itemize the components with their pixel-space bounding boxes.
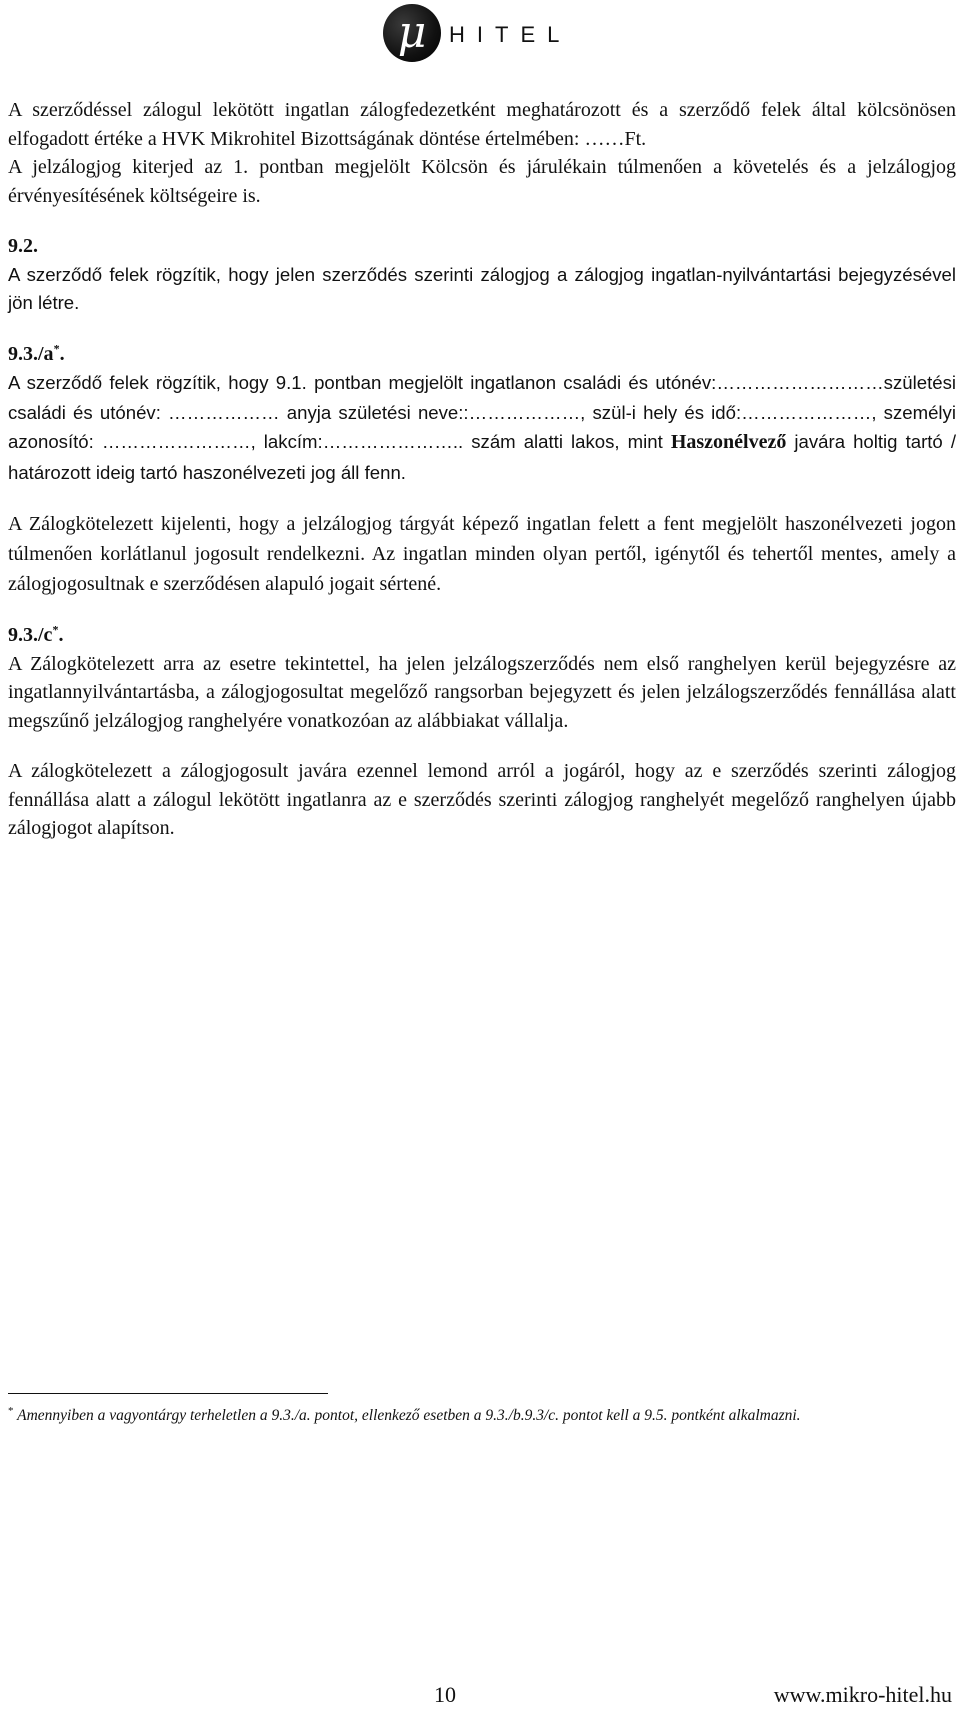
logo-text: HITEL <box>449 22 572 47</box>
heading-label: 9.3./a <box>8 342 54 365</box>
footnote-mark: * <box>8 1404 14 1417</box>
beneficiary-label: Haszonélvező <box>670 431 787 453</box>
heading-end: . <box>58 624 64 646</box>
section-heading-9-2: 9.2. <box>8 235 38 257</box>
logo-mu-symbol: μ <box>383 4 441 62</box>
footnote <box>8 1402 956 1429</box>
footnote-mark: * <box>52 622 59 637</box>
paragraph-9-2: A szerződő felek rögzítik, hogy jelen szerződés szerinti zálogjog a zálogjog ingatlan-nyilvántartási bejegyzésével jön létre. <box>8 263 956 313</box>
footnote-divider <box>8 1393 328 1394</box>
document-body <box>8 96 956 843</box>
section-heading-9-3a <box>8 340 956 369</box>
footnote-text: Amennyiben a vagyontárgy terheletlen a 9.3./a. pontot, ellenkező esetben a 9.3./b.9.3/c. pontot kell a 9.5. pontként alkalmazni. <box>13 1407 801 1424</box>
section-heading-9-3c <box>8 621 956 650</box>
paragraph-9-3a-end: javára holtig tartó / határozott ideig tartó haszonélvezeti jog áll fenn. <box>8 431 956 483</box>
page-number: 10 <box>434 1682 456 1707</box>
paragraph-mortgage-scope: A jelzálogjog kiterjed az 1. pontban megjelölt Kölcsön és járulékain túlmenően a követelés és a jelzálogjog érvényesítésének költségeire is. <box>8 156 956 207</box>
heading-end: . <box>59 342 65 365</box>
website-url: www.mikro-hitel.hu <box>773 1682 952 1707</box>
mikrohitel-logo <box>383 2 603 64</box>
footnote-mark: * <box>53 340 60 355</box>
paragraph-9-3a-text: A szerződő felek rögzítik, hogy 9.1. pontban megjelölt ingatlanon családi és utónév:………………………születési családi és utónév: ……………… anyja születési neve::………………, szül-i hely és idő:…………………, személyi azonosító: ……………………, lakcím:………………….. szám alatti lakos, mint <box>8 372 956 452</box>
paragraph-collateral-value: A szerződéssel zálogul lekötött ingatlan zálogfedezetként meghatározott és a szerződő felek által kölcsönösen elfogadott értéke a HVK Mikrohitel Bizottságának döntése értelmében: ……Ft. <box>8 99 956 150</box>
paragraph-pledgor-declaration: A Zálogkötelezett kijelenti, hogy a jelzálogjog tárgyát képező ingatlan felett a fent megjelölt haszonélvezeti jogon túlmenően korlátlanul jogosult rendelkezni. Az ingatlan minden olyan pertől, igénytől és tehertől mentes, amely a zálogjogosultnak e szerződésen alapuló jogait sértené. <box>8 513 956 595</box>
heading-label: 9.3./c <box>8 624 53 646</box>
paragraph-9-3a <box>8 368 956 487</box>
paragraph-9-3c: A Zálogkötelezett arra az esetre tekintettel, ha jelen jelzálogszerződés nem első ranghelyen kerül bejegyzésre az ingatlannyilvántartásba, a zálogjogosultat megelőző rangsorban bejegyzett és jelen jelzálogszerződés fennállása alatt megszűnő jelzálogjog ranghelyére vonatkozóan az alábbiakat vállalja. <box>8 652 956 732</box>
paragraph-waiver: A zálogkötelezett a zálogjogosult javára ezennel lemond arról a jogáról, hogy az e szerződés szerinti zálogjog fennállása alatt a zálogul lekötött ingatlanra az e szerződés szerinti zálogjog ranghelyét megelőző ranghelyen újabb zálogjogot alapítson. <box>8 760 956 839</box>
